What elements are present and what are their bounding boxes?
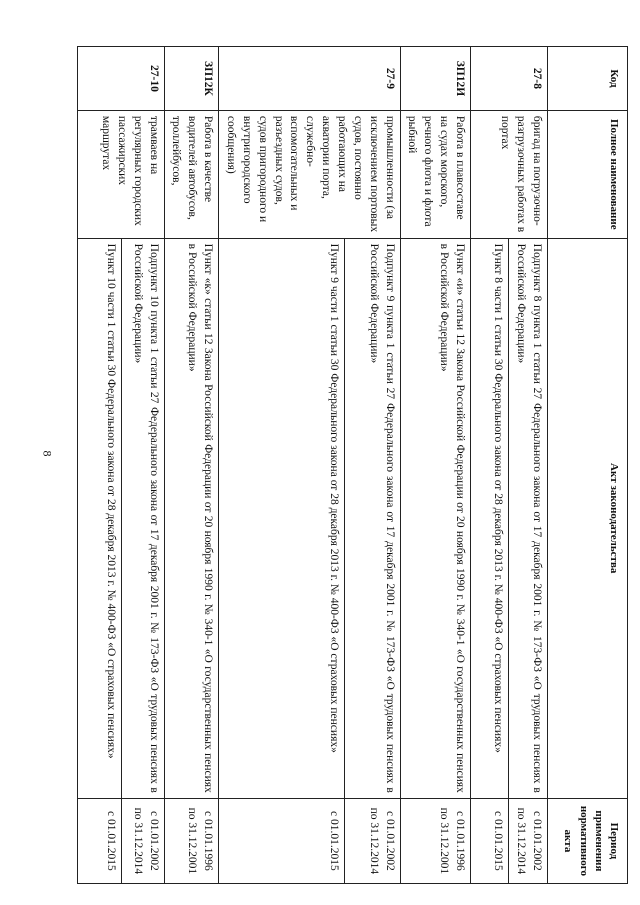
cell-period: с 01.01.1996 по 31.12.2001 <box>400 798 470 883</box>
cell-act: Пункт 10 части 1 статьи 30 Федерального закона от 28 декабря 2013 г. № 400-ФЗ «О страховых пенсиях» <box>77 238 121 798</box>
cell-period: с 01.01.2015 <box>471 798 509 883</box>
table-row <box>345 47 400 884</box>
cell-code: 27-10 <box>77 47 164 111</box>
cell-name: Работа в плавсоставе на судах морского, речного флота и флота рыбной <box>400 110 470 238</box>
rotated-table-wrapper <box>79 46 628 884</box>
pension-acts-table <box>77 46 628 884</box>
table-header-row <box>548 47 628 884</box>
cell-period: с 01.01.2015 <box>219 798 345 883</box>
cell-period: с 01.01.2002 по 31.12.2014 <box>345 798 400 883</box>
cell-period: с 01.01.2015 <box>77 798 121 883</box>
cell-act: Пункт 8 части 1 статьи 30 Федерального закона от 28 декабря 2013 г. № 400-ФЗ «О страховых пенсиях» <box>471 238 509 798</box>
cell-code: 27-8 <box>471 47 548 111</box>
cell-code: 27-9 <box>219 47 400 111</box>
cell-act: Пункт 9 части 1 статьи 30 Федерального закона от 28 декабря 2013 г. № 400-ФЗ «О страховых пенсиях» <box>219 238 345 798</box>
cell-code: ЗП12К <box>164 47 219 111</box>
header-code: Код <box>548 47 628 111</box>
table-row <box>509 47 548 884</box>
cell-name: Работа в качестве водителей автобусов, троллейбусов, <box>164 110 219 238</box>
table-row <box>164 47 219 884</box>
table-row <box>400 47 470 884</box>
header-period: Период применения нормативного акта <box>548 798 628 883</box>
cell-period: с 01.01.2002 по 31.12.2014 <box>121 798 164 883</box>
table-row <box>121 47 164 884</box>
header-name: Полное наименование <box>548 110 628 238</box>
cell-code: ЗП12И <box>400 47 470 111</box>
cell-act: Подпункт 8 пункта 1 статьи 27 Федерального закона от 17 декабря 2001 г. № 173-ФЗ «О трудовых пенсиях в Российской Федерации» <box>509 238 548 798</box>
cell-act: Подпункт 10 пункта 1 статьи 27 Федерального закона от 17 декабря 2001 г. № 173-ФЗ «О трудовых пенсиях в Российской Федерации» <box>121 238 164 798</box>
cell-period: с 01.01.2002 по 31.12.2014 <box>509 798 548 883</box>
cell-period: с 01.01.1996 по 31.12.2001 <box>164 798 219 883</box>
cell-name: трамваев на регулярных городских пассажирских маршрутах <box>77 110 164 238</box>
cell-act: Пункт «и» статьи 12 Закона Российской Федерации от 20 ноября 1990 г. № 340-1 «О государственных пенсиях в Российской Федерации» <box>400 238 470 798</box>
cell-act: Подпункт 9 пункта 1 статьи 27 Федерального закона от 17 декабря 2001 г. № 173-ФЗ «О трудовых пенсиях в Российской Федерации» <box>345 238 400 798</box>
cell-act: Пункт «к» статьи 12 Закона Российской Федерации от 20 ноября 1990 г. № 340-1 «О государственных пенсиях в Российской Федерации» <box>164 238 219 798</box>
header-act: Акт законодательства <box>548 238 628 798</box>
cell-name: промышленности (за исключением портовых судов, постоянно работающих на акватории порта, служебно-вспомогательных и разъездных судов, судов пригородного и внутригородского сообщения) <box>219 110 400 238</box>
page-number: 8 <box>40 450 55 457</box>
cell-name: бригад на погрузочно-разгрузочных работах в портах <box>471 110 548 238</box>
